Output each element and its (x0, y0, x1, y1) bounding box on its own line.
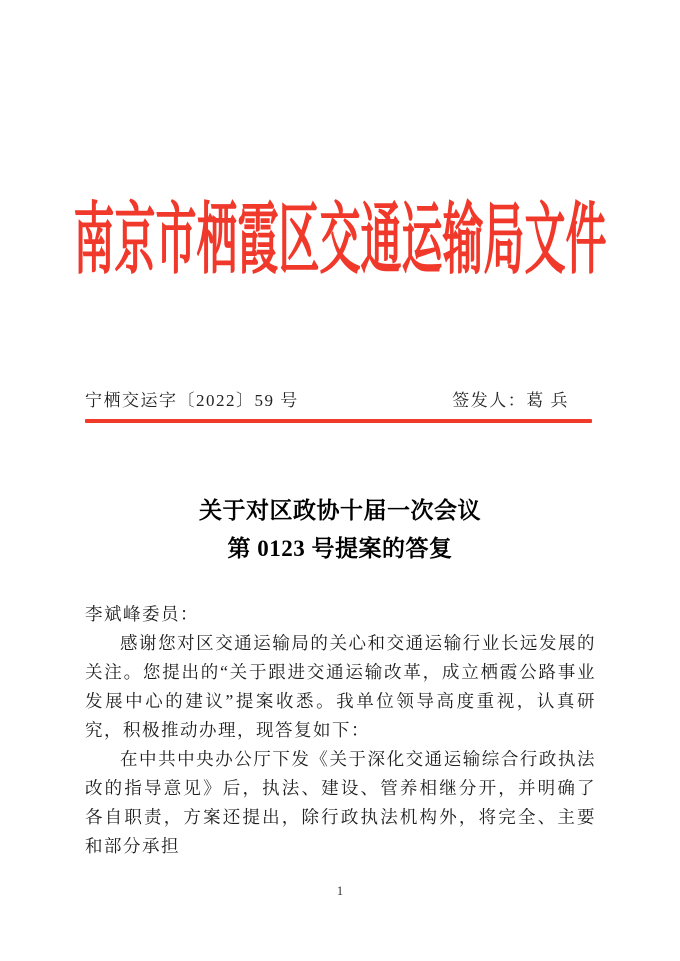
body-paragraph: 在中共中央办公厅下发《关于深化交通运输综合行政执法改的指导意见》后，执法、建设、管养相继分开，并明确了各自职责，方案还提出，除行政执法机构外，将完全、主要和部分承担 (85, 749, 596, 856)
letter-title-line2: 第 0123 号提案的答复 (227, 536, 453, 561)
salutation: 李斌峰委员： (85, 604, 199, 624)
doc-number-row (85, 386, 595, 411)
signer-name: 签发人：葛 兵 (452, 391, 569, 410)
doc-number: 宁栖交运字〔2022〕59 号 (85, 391, 299, 410)
body-paragraph: 感谢您对区交通运输局的关心和交通运输行业长远发展的关注。您提出的“关于跟进交通运输改革，成立栖霞公路事业发展中心的建议”提案收悉。我单位领导高度重视，认真研究，积极推动办理，现答复如下： (85, 633, 596, 740)
masthead-title: 南京市栖霞区交通运输局文件 (73, 195, 607, 284)
red-divider-line (85, 419, 592, 423)
letter-title-line1: 关于对区政协十届一次会议 (199, 498, 481, 523)
page-number: 1 (336, 884, 344, 898)
letter-body (85, 600, 596, 861)
letter-title (0, 492, 680, 568)
